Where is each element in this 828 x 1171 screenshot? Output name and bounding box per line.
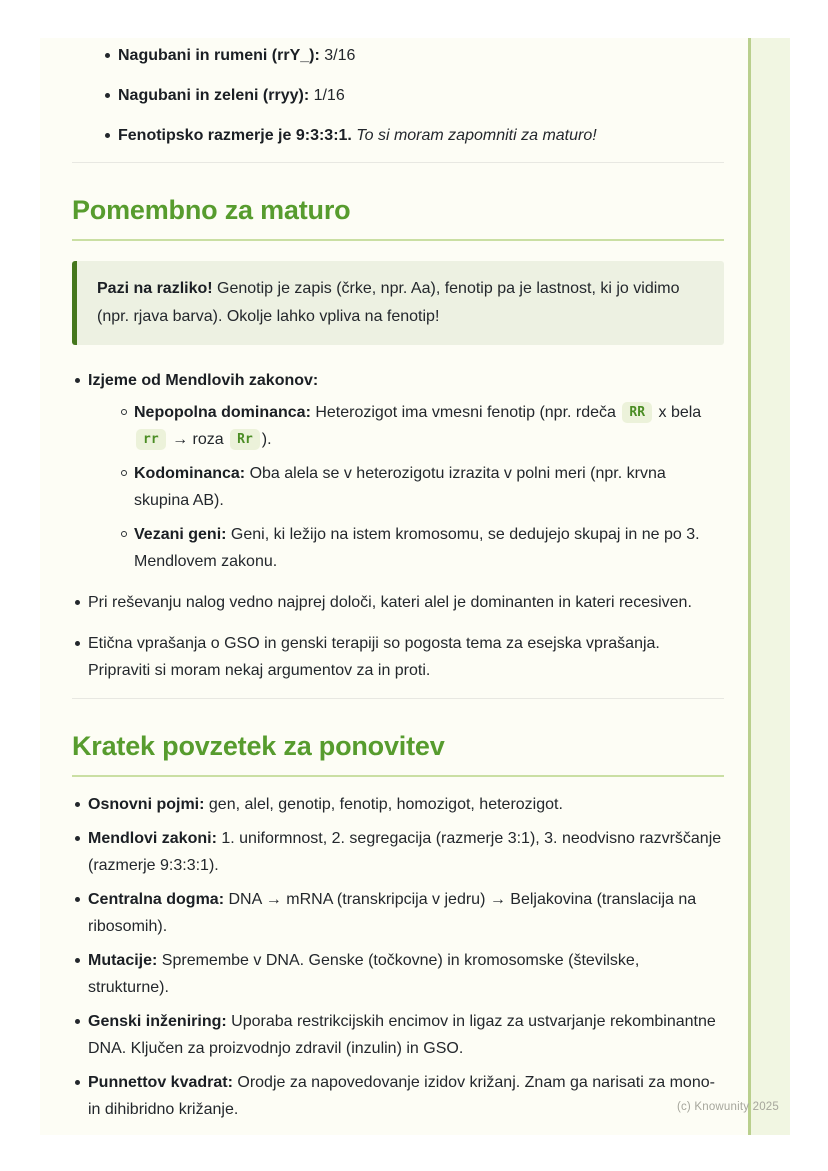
list-item-text: 3/16 [319,47,356,64]
genotype-code-badge: RR [622,402,652,423]
content-column [72,38,724,1130]
list-item [72,630,724,684]
list-item-bold: Nepopolna dominanca: [134,404,311,421]
list-item-text: Pri reševanju nalog vedno najprej določi, kateri alel je dominanten in kateri recesiven. [88,594,692,611]
list-item [72,947,724,1001]
section-divider [72,162,724,163]
list-item-bold: Nagubani in rumeni (rrY_): [118,47,320,64]
list-item [72,42,724,69]
callout-bold: Pazi na razliko! [97,280,213,297]
list-item-text: → roza [167,431,229,448]
list-item [72,791,724,818]
list-item [72,367,724,575]
list-item [88,460,724,514]
callout-text: Genotip je zapis (črke, npr. Aa), fenotip pa je lastnost, ki jo vidimo (npr. rjava barva). Okolje lahko vpliva na fenotip! [97,280,680,325]
list-item-text: Geni, ki ležijo na istem kromosomu, se dedujejo skupaj in ne po 3. Mendlovem zakonu. [134,526,700,570]
list-item-bold: Kodominanca: [134,465,246,482]
list-item-bold: Mutacije: [88,952,158,969]
page-edge-strip [748,38,790,1135]
list-item-text: Etična vprašanja o GSO in genski terapiji so pogosta tema za esejska vprašanja. Pripraviti si moram nekaj argumentov za in proti. [88,635,660,679]
copyright-watermark: (c) Knowunity 2025 [676,1101,779,1113]
list-item-text: Spremembe v DNA. Genske (točkovne) in kromosomske (številske, strukturne). [88,952,640,996]
callout-note [72,261,724,345]
list-item-text: Uporaba restrikcijskih encimov in ligaz za ustvarjanje rekombinantne DNA. Ključen za proizvodnjo zdravil (inzulin) in GSO. [88,1013,716,1057]
section-heading-maturo: Pomembno za maturo [72,195,724,241]
intro-list [72,42,724,149]
list-item [72,825,724,879]
list-item [88,399,724,453]
genotype-code-badge: Rr [230,429,260,450]
list-item-bold: Fenotipsko razmerje je 9:3:3:1. [118,127,352,144]
list-item-bold: Vezani geni: [134,526,227,543]
list-item [72,122,724,149]
section-divider [72,698,724,699]
list-item-text: Heterozigot ima vmesni fenotip (npr. rdeča [310,404,621,421]
list-item-text: gen, alel, genotip, fenotip, homozigot, heterozigot. [204,796,563,813]
list-item-bold: Centralna dogma: [88,891,225,908]
maturo-list [72,367,724,684]
summary-list [72,791,724,1123]
section-heading-summary: Kratek povzetek za ponovitev [72,731,724,777]
list-item-bold: Genski inženiring: [88,1013,227,1030]
list-item-text: Oba alela se v heterozigotu izrazita v polni meri (npr. krvna skupina AB). [134,465,666,509]
list-item [72,589,724,616]
list-item-bold: Osnovni pojmi: [88,796,205,813]
list-item-text: DNA → mRNA (transkripcija v jedru) → Beljakovina (translacija na ribosomih). [88,891,697,935]
list-item-bold: Izjeme od Mendlovih zakonov: [88,372,319,389]
list-item-bold: Nagubani in zeleni (rryy): [118,87,310,104]
genotype-code-badge: rr [136,429,166,450]
list-item [72,82,724,109]
list-item [88,521,724,575]
list-item-text: 1/16 [309,87,345,104]
list-item-text: 1. uniformnost, 2. segregacija (razmerje 3:1), 3. neodvisno razvrščanje (razmerje 9:3:3:1). [88,830,722,874]
list-item-bold: Mendlovi zakoni: [88,830,217,847]
list-item [72,1069,724,1123]
exceptions-sub-list [88,399,724,575]
notes-page [40,38,790,1135]
list-item [72,1008,724,1062]
list-item-text: Orodje za napovedovanje izidov križanj. Znam ga narisati za mono- in dihibridno križanje. [88,1074,715,1118]
list-item [72,886,724,940]
list-item-bold: Punnettov kvadrat: [88,1074,233,1091]
italic-note: To si moram zapomniti za maturo! [351,127,597,144]
list-item-text: ). [261,431,272,448]
list-item-text: x bela [654,404,702,421]
